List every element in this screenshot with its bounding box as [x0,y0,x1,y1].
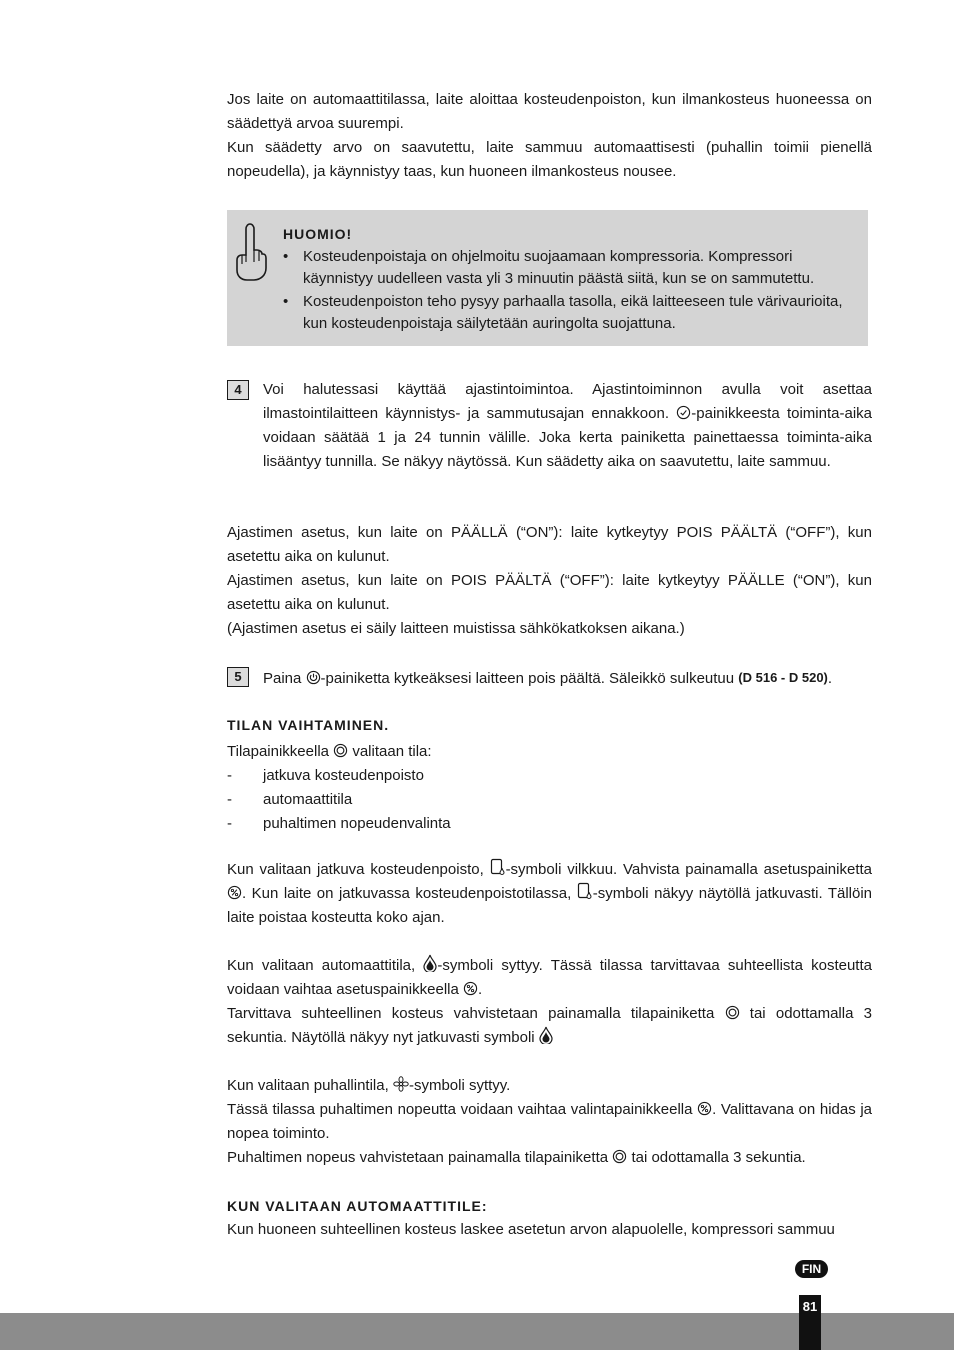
auto-paragraph-1 [227,954,872,1002]
intro-section [227,88,872,184]
auto-mode-text: Kun huoneen suhteellinen kosteus laskee asetetun arvon alapuolelle, kompressori sammuu [227,1221,835,1238]
step-5-text [263,666,872,691]
step-number-5: 5 [227,667,249,687]
step-4-text-a: Voi halutessasi käyttää ajastintoimintoa. Ajastintoiminnon avulla voit asettaa ilmastointilaitteen käynnistys- ja sammutusajan ennakkoon. [263,381,872,422]
timer-paragraph-3: (Ajastimen asetus ei säily laitteen muistissa sähkökatkoksen aikana.) [227,620,685,637]
step-5-end: . [827,670,833,687]
mode-list-item: - jatkuva kosteudenpoisto [227,764,872,788]
drop-icon [423,954,437,972]
mode-button-icon [725,1005,740,1020]
percent-button-icon [463,981,478,996]
fan-paragraph-2 [227,1098,872,1146]
auto-mode-heading: KUN VALITAAN AUTOMAATTITILE: [227,1198,488,1214]
auto-d: Tarvittava suhteellinen kosteus vahvistetaan painamalla tilapainiketta [227,1005,715,1022]
tank-icon [577,882,593,900]
mode-button-icon [612,1149,627,1164]
note-title: HUOMIO! [283,226,353,242]
auto-section [227,954,872,1050]
fan-paragraph-3 [227,1146,872,1170]
fan-icon [393,1076,409,1092]
auto-e: tai odottamalla 3 sekuntia. Näytöllä näkyy nyt jatkuvasti symboli [227,1005,873,1046]
intro-paragraph-2: Kun säädetty arvo on saavutettu, laite sammuu automaattisesti (puhallin toimii pienellä nopeudella), ja käynnistyy taas, kun huoneen ilmankosteus nousee. [227,139,872,180]
step-number-4: 4 [227,380,249,400]
model-range: (D 516 - D 520) [738,670,828,685]
mode-intro [227,740,872,764]
timer-paragraph-2: Ajastimen asetus, kun laite on POIS PÄÄLTÄ (“OFF”): laite kytkeytyy PÄÄLLE (“ON”), kun asetettu aika on kulunut. [227,572,872,613]
page-number: 81 [799,1295,821,1350]
continuous-a: Kun valitaan jatkuva kosteudenpoisto, [227,861,484,878]
mode-intro-b: valitaan tila: [352,743,432,760]
language-badge: FIN [795,1260,828,1278]
fan-a: Kun valitaan puhallintila, [227,1077,389,1094]
fan-section [227,1074,872,1170]
percent-button-icon [697,1101,712,1116]
continuous-d: -symboli näkyy näytöllä jatkuvasti. Tällöin laite poistaa kosteutta koko ajan. [227,885,873,926]
auto-b: -symboli syttyy. Tässä tilassa tarvittavaa suhteellista kosteutta voidaan vaihtaa asetuspainikkeella [227,957,872,998]
fan-e: Puhaltimen nopeus vahvistetaan painamalla tilapainiketta [227,1149,609,1166]
note-box [227,210,868,346]
step-5-text-a: Paina [263,670,302,687]
mode-button-icon [333,743,348,758]
auto-c: . [478,981,483,998]
fan-f: tai odottamalla 3 sekuntia. [631,1149,806,1166]
drop-icon [539,1026,553,1044]
fan-b: -symboli syttyy. [408,1077,511,1094]
intro-paragraph-1: Jos laite on automaattitilassa, laite aloittaa kosteudenpoiston, kun ilmankosteus huoneessa on säädettyä arvoa suurempi. [227,91,872,132]
timer-paragraph-1: Ajastimen asetus, kun laite on PÄÄLLÄ (“ON”): laite kytkeytyy POIS PÄÄLTÄ (“OFF”), kun asetettu aika on kulunut. [227,524,872,565]
percent-button-icon [227,885,242,900]
fan-c: Tässä tilassa puhaltimen nopeutta voidaan vaihtaa valintapainikkeella [227,1101,693,1118]
mode-heading: TILAN VAIHTAMINEN. [227,717,390,733]
mode-list-item: - automaattitila [227,788,872,812]
mode-section [227,713,872,836]
continuous-b: -symboli vilkkuu. Vahvista painamalla asetuspainiketta [505,861,872,878]
step-5-text-b: -painiketta kytkeäksesi laitteen pois päältä. Säleikkö sulkeutuu [320,670,735,687]
continuous-section [227,858,872,930]
mode-list-item: - puhaltimen nopeudenvalinta [227,812,872,836]
pointing-hand-icon [233,220,267,282]
fan-d: . Valittavana on hidas ja nopea toiminto. [227,1101,872,1142]
auto-mode-section [227,1194,872,1242]
tank-icon [490,858,506,876]
mode-intro-a: Tilapainikkeella [227,743,329,760]
fan-paragraph-1 [227,1074,872,1098]
continuous-paragraph [227,858,872,930]
auto-paragraph-2 [227,1002,872,1050]
step-4-text-b: -painikkeesta toiminta-aika voidaan säätää 1 ja 24 tunnin välille. Joka kerta painiketta painettaessa toiminta-aika lisääntyy tunnilla. Se näkyy näytössä. Kun säädetty aika on saavutettu, laite sammuu. [263,405,872,470]
note-bullet: • Kosteudenpoiston teho pysyy parhaalla tasolla, eikä laitteeseen tule värivaurioita, kun kosteudenpoistaja säilytetään auringolta suojattuna. [283,291,853,336]
step-4-text [263,378,872,474]
timer-section [227,521,872,641]
auto-a: Kun valitaan automaattitila, [227,957,416,974]
timer-icon [676,405,691,420]
power-icon [306,670,321,685]
note-bullet: • Kosteudenpoistaja on ohjelmoitu suojaamaan kompressoria. Kompressori käynnistyy uudelleen vasta yli 3 minuutin päästä siitä, kun se on sammutettu. [283,246,853,291]
continuous-c: . Kun laite on jatkuvassa kosteudenpoistotilassa, [242,885,572,902]
